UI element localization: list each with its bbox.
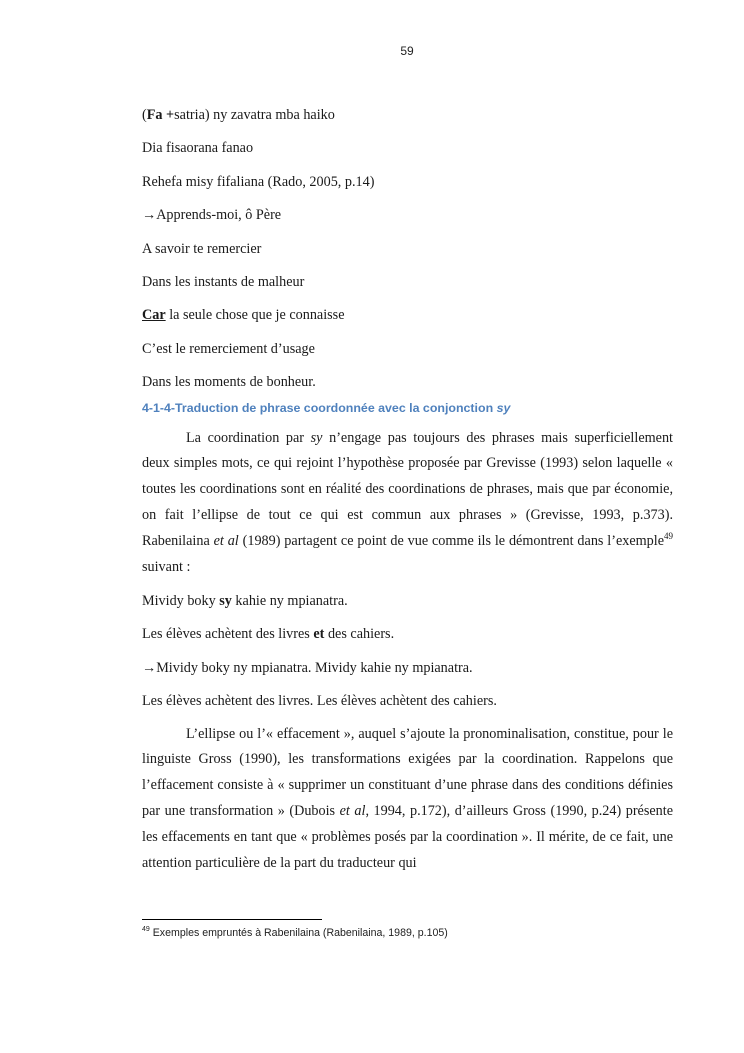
poem-line-1-bold: Fa +: [146, 107, 175, 123]
ex1-bold: sy: [219, 592, 232, 609]
page-content: [142, 104, 673, 877]
poem-line-9: Dans les moments de bonheur.: [142, 374, 316, 391]
ex1-b: kahie ny mpianatra.: [231, 592, 348, 609]
p1-part3: (1989) partagent ce point de vue comme ils le démontrent dans l’exemple: [238, 533, 665, 550]
poem-line-3: Rehefa misy fifaliana (Rado, 2005, p.14): [142, 173, 375, 190]
footnote-number: 49: [142, 926, 150, 933]
footnote-ref: 49: [664, 531, 674, 542]
poem-line-7-bold: Car: [142, 307, 166, 324]
poem-line-2: Dia fisaorana fanao: [142, 140, 254, 157]
poem-line-5: A savoir te remercier: [142, 240, 262, 257]
p2-part1: L’ellipse ou l’« effacement », auquel s’ajoute la pronominalisation, constitue, pour le linguiste Gross (1990), les transformations exigées par la coordination. Rappelons que l’effacement consiste à « supprimer un constituant d’une phrase dans des conditions définies par une transformation » (Dubois: [142, 725, 673, 820]
p1-part2: n’engage pas toujours des phrases mais superficiellement deux simples mots, ce qui rejoint l’hypothèse proposée par Grevisse (1993) selon laquelle « toutes les coordinations sont en réalité des coordinations de phrases, mais que par économie, on fait l’ellipse de tout ce qui est commun aux phrases » (Grevisse, 1993, p.373). Rabenilaina: [142, 429, 673, 550]
ex2-bold: et: [313, 626, 325, 643]
p1-italic1: sy: [310, 429, 323, 446]
p1-part4: suivant :: [142, 559, 191, 576]
poem-line-1-rest: satria) ny zavatra mba haiko: [174, 107, 335, 123]
poem-line-4: →Apprends-moi, ô Père: [142, 207, 282, 224]
p1-italic2: et al: [213, 533, 239, 550]
ex1-a: Mividy boky: [142, 592, 220, 609]
poem-line-7: [142, 304, 673, 337]
poem-line-8: C’est le remerciement d’usage: [142, 340, 315, 357]
example-1: [142, 590, 673, 623]
poem-line-7-rest: la seule chose que je connaisse: [165, 307, 345, 324]
section-heading-text: 4-1-4-Traduction de phrase coordonnée avec la conjonction: [142, 400, 497, 415]
p2-part2: , 1994, p.172), d’ailleurs Gross (1990, p.24) présente les effacements en tant que « problèmes posés par la coordination ». Il mérite, de ce fait, une attention particulière de la part du traducteur qui: [142, 803, 674, 872]
ex2-a: Les élèves achètent des livres: [142, 626, 314, 643]
footnote-text: Exemples empruntés à Rabenilaina (Rabenilaina, 1989, p.105): [149, 927, 448, 939]
example-4: Les élèves achètent des livres. Les élèves achètent des cahiers.: [142, 693, 497, 710]
paragraph-1: [142, 426, 673, 581]
footnote-separator: [142, 919, 322, 920]
page-number: 59: [400, 44, 414, 58]
example-2: [142, 623, 673, 656]
example-3: →Mividy boky ny mpianatra. Mividy kahie ny mpianatra.: [142, 659, 473, 676]
p1-part1: La coordination par: [186, 429, 311, 446]
poem-line-1-open: (: [142, 107, 147, 123]
ex2-b: des cahiers.: [324, 626, 395, 643]
footnote: [142, 927, 448, 939]
p2-italic1: et al: [339, 803, 366, 820]
poem-line-1: [142, 104, 673, 137]
section-heading-italic: sy: [496, 400, 511, 415]
poem-line-6: Dans les instants de malheur: [142, 273, 305, 290]
paragraph-2: [142, 722, 673, 877]
